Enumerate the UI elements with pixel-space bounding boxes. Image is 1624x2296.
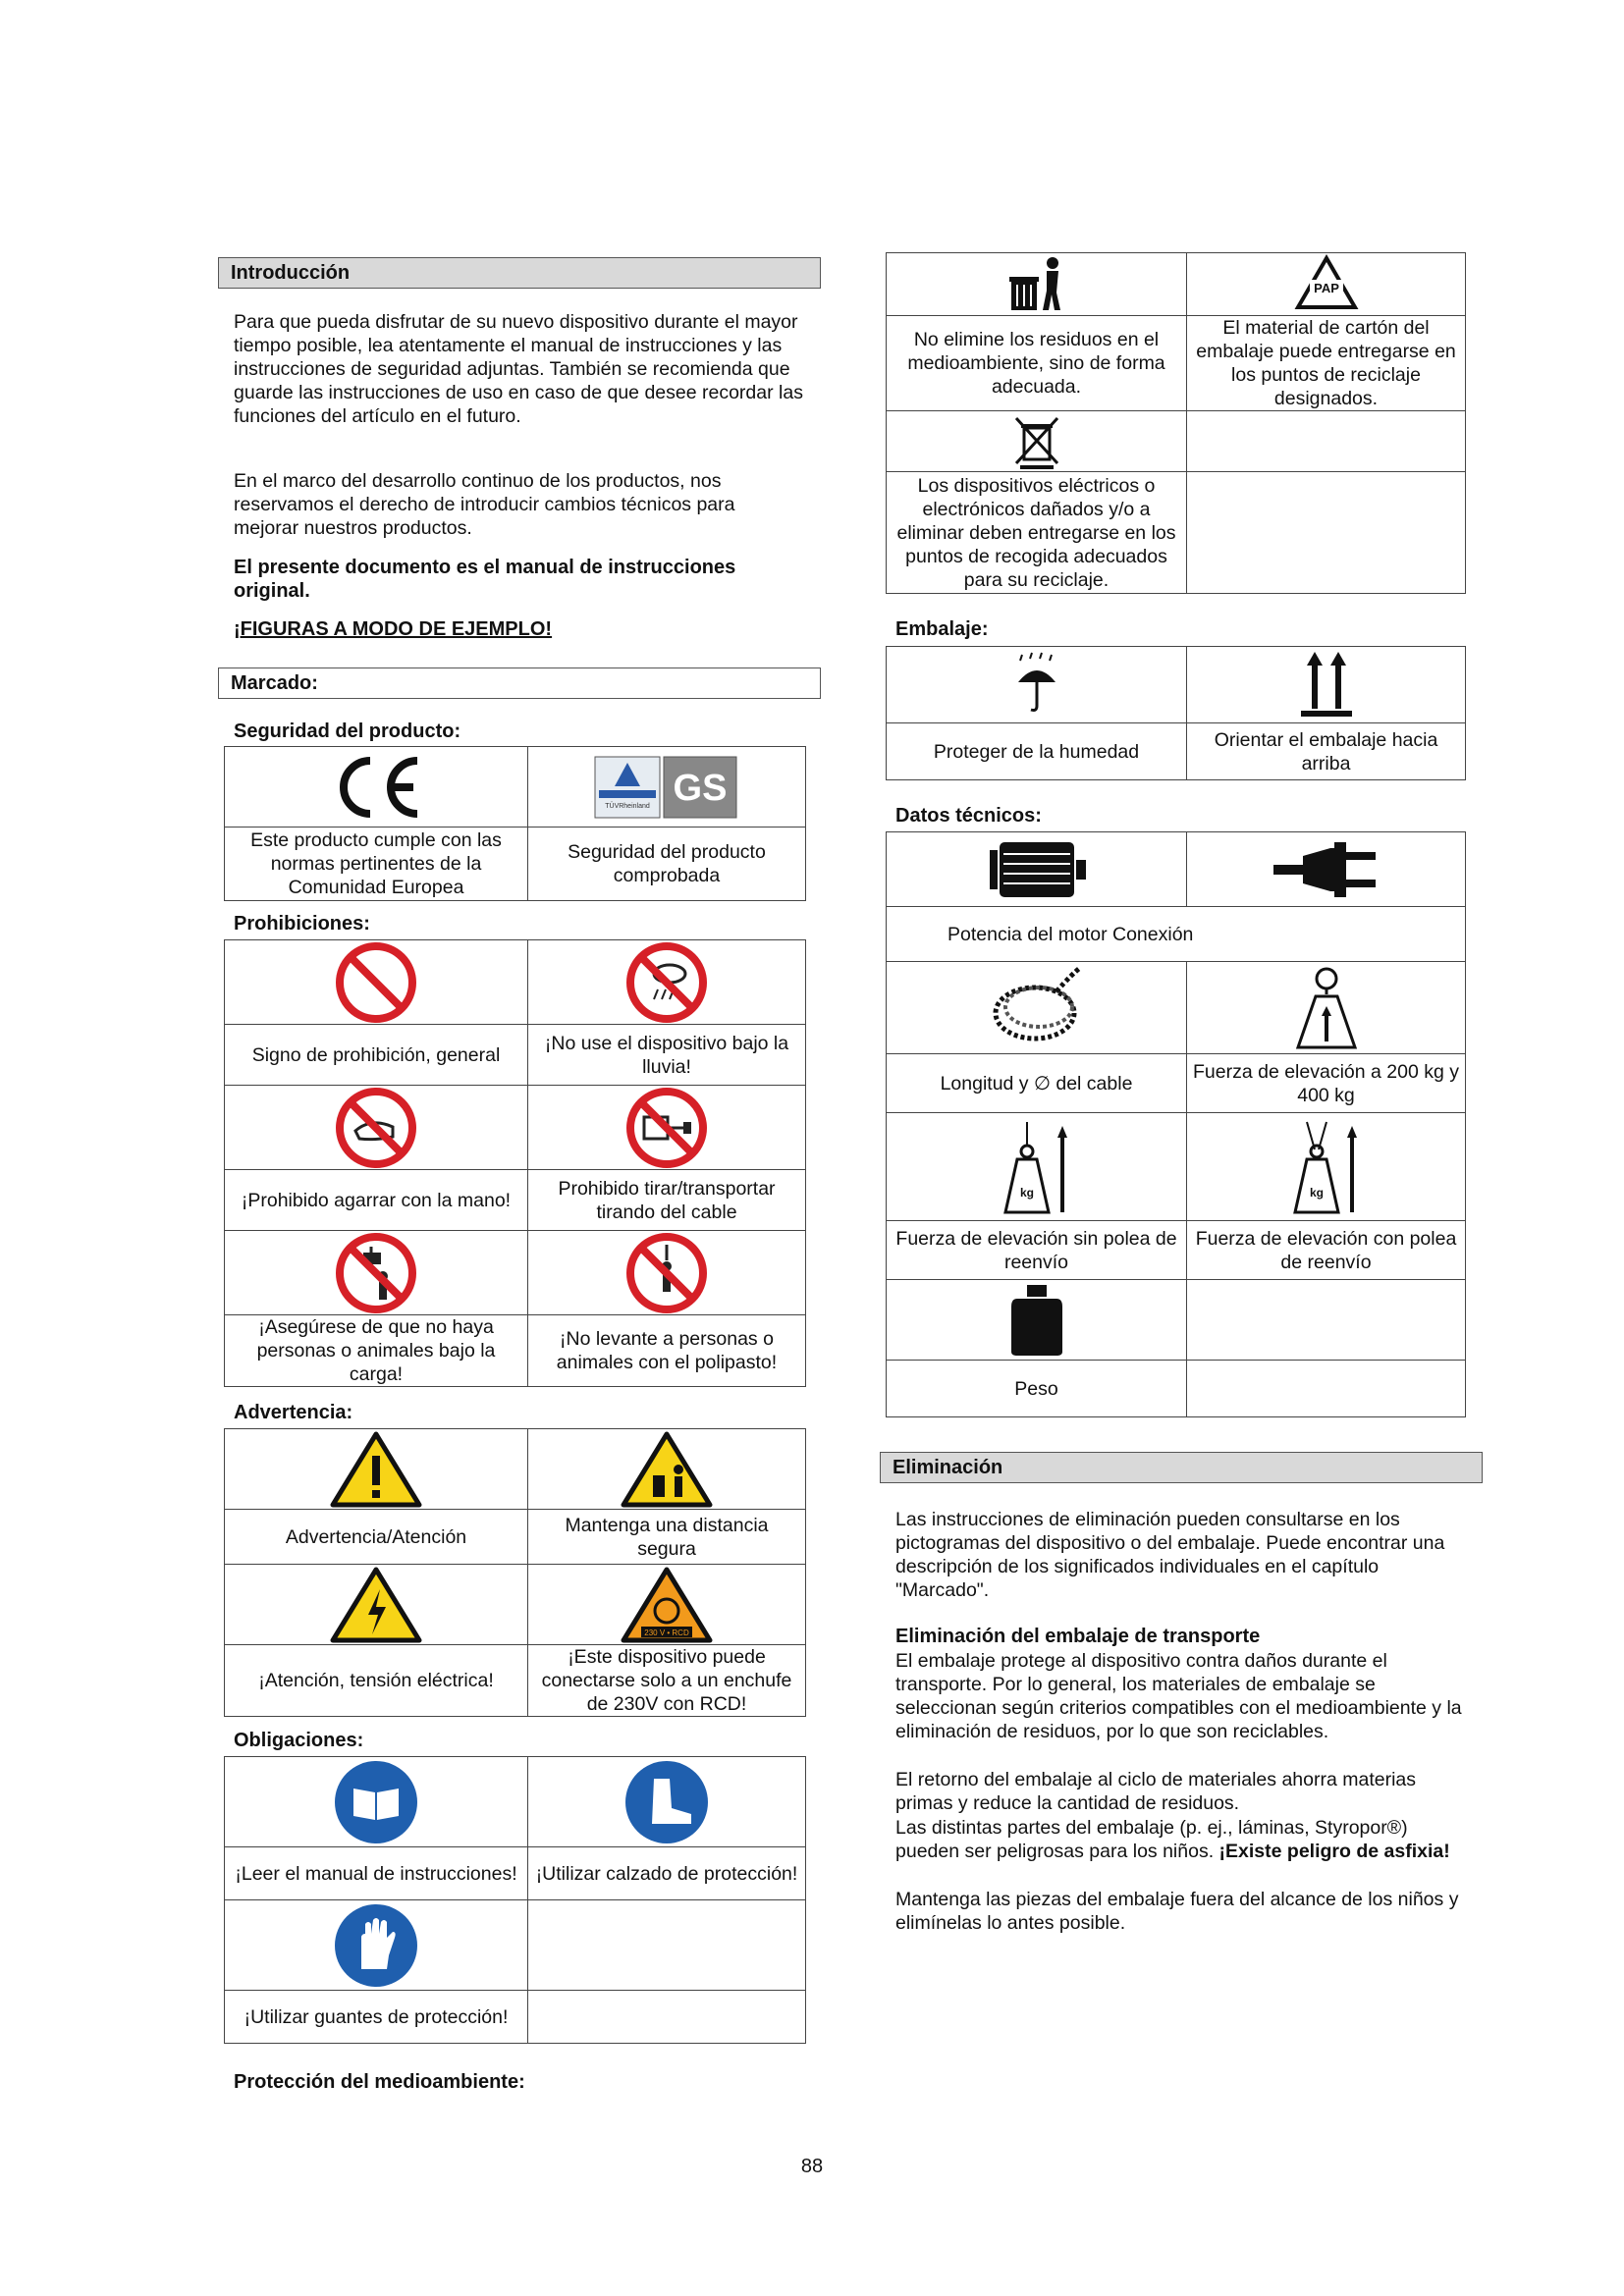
warning-distance-icon bbox=[620, 1430, 714, 1509]
prohibition-label-3: ¡Prohibido agarrar con la mano! bbox=[225, 1170, 528, 1231]
medio-label-3: Los dispositivos eléctricos o electrónicos dañados y/o a eliminar deben entregarse en los puntos de recogida adecuados para su reciclaje. bbox=[887, 472, 1187, 594]
ce-label: Este producto cumple con las normas pertinentes de la Comunidad Europea bbox=[225, 828, 528, 901]
svg-text:GS: GS bbox=[673, 767, 728, 809]
svg-text:230 V • RCD: 230 V • RCD bbox=[644, 1628, 689, 1637]
gs-label: Seguridad del producto comprobada bbox=[528, 828, 806, 901]
no-pull-by-cable-icon bbox=[623, 1088, 711, 1168]
asphyxia-warning: ¡Existe peligro de asfixia! bbox=[1218, 1841, 1450, 1862]
no-littering-icon bbox=[1007, 255, 1066, 314]
embalaje-table bbox=[886, 646, 1466, 780]
medioambiente-table bbox=[886, 252, 1466, 594]
seguridad-table bbox=[224, 746, 806, 901]
obligaciones-title: Obligaciones: bbox=[234, 1730, 364, 1751]
cable-coil-icon bbox=[988, 964, 1086, 1052]
motor-power-icon bbox=[986, 838, 1088, 901]
prohibition-label-6: ¡No levante a personas o animales con el polipasto! bbox=[528, 1315, 806, 1387]
warning-label-1: Advertencia/Atención bbox=[225, 1510, 528, 1565]
no-rain-icon bbox=[623, 942, 711, 1023]
warning-label-2: Mantenga una distancia segura bbox=[528, 1510, 806, 1565]
datos-table bbox=[886, 831, 1466, 1417]
pap-recycling-icon bbox=[1292, 254, 1361, 315]
intro-paragraph-1: Para que pueda disfrutar de su nuevo dispositivo durante el mayor tiempo posible, lea atentamente el manual de instrucciones y las instrucciones de seguridad adjuntas. También se recomienda que guarde las instrucciones de uso en caso de que desee recordar las funciones del artículo en el futuro. bbox=[234, 311, 803, 427]
intro-paragraph-2: En el marco del desarrollo continuo de los productos, nos reservamos el derecho de introducir cambios técnicos para mejorar nuestros productos. bbox=[234, 470, 735, 539]
prohibition-label-2: ¡No use el dispositivo bajo la lluvia! bbox=[528, 1025, 806, 1086]
no-persons-under-load-icon bbox=[332, 1233, 420, 1313]
page-number: 88 bbox=[800, 2156, 824, 2177]
embalaje-label-2: Orientar el embalaje hacia arriba bbox=[1187, 723, 1466, 780]
obligation-label-2: ¡Utilizar calzado de protección! bbox=[528, 1847, 806, 1900]
prohibiciones-title: Prohibiciones: bbox=[234, 913, 370, 934]
intro-paragraph-3: El presente documento es el manual de instrucciones original. bbox=[234, 557, 736, 602]
ce-cell bbox=[225, 747, 528, 828]
seguridad-title: Seguridad del producto: bbox=[234, 721, 461, 742]
medio-label-1: No elimine los residuos en el medioambiente, sino de forma adecuada. bbox=[887, 316, 1187, 411]
svg-text:TÜVRheinland: TÜVRheinland bbox=[605, 802, 650, 810]
electric-voltage-icon bbox=[329, 1566, 423, 1644]
no-lifting-persons-icon bbox=[623, 1233, 711, 1313]
gs-cell bbox=[528, 747, 806, 828]
marcado-heading: Marcado: bbox=[218, 667, 821, 699]
advertencia-title: Advertencia: bbox=[234, 1402, 353, 1423]
prohibition-label-4: Prohibido tirar/transportar tirando del cable bbox=[528, 1170, 806, 1231]
datos-label-2: Fuerza de elevación a 200 kg y 400 kg bbox=[1187, 1054, 1466, 1113]
lifting-without-pulley-icon bbox=[998, 1116, 1076, 1218]
warning-label-3: ¡Atención, tensión eléctrica! bbox=[225, 1645, 528, 1717]
this-way-up-icon bbox=[1297, 650, 1356, 721]
eliminacion-paragraph-3: El retorno del embalaje al ciclo de materiales ahorra materias primas y reduce la cantidad de residuos. bbox=[895, 1769, 1417, 1814]
svg-text:kg: kg bbox=[1309, 1185, 1324, 1200]
prohibition-label-5: ¡Asegúrese de que no haya personas o animales bajo la carga! bbox=[225, 1315, 528, 1387]
embalaje-label-1: Proteger de la humedad bbox=[887, 723, 1187, 780]
prohibition-label-1: Signo de prohibición, general bbox=[225, 1025, 528, 1086]
datos-label-4: Fuerza de elevación con polea de reenvío bbox=[1187, 1221, 1466, 1280]
weee-crossed-bin-icon bbox=[1012, 414, 1061, 469]
intro-paragraph-4: ¡FIGURAS A MODO DE EJEMPLO! bbox=[234, 618, 553, 640]
keep-dry-umbrella-icon bbox=[1004, 651, 1069, 720]
warning-general-icon bbox=[329, 1430, 423, 1509]
eliminacion-heading: Eliminación bbox=[880, 1452, 1483, 1483]
obligaciones-table bbox=[224, 1756, 806, 2044]
rcd-socket-icon bbox=[620, 1566, 714, 1644]
medioambiente-title: Protección del medioambiente: bbox=[234, 2071, 525, 2093]
intro-heading: Introducción bbox=[218, 257, 821, 289]
tuv-gs-icon bbox=[593, 753, 740, 822]
datos-label-3: Fuerza de elevación sin polea de reenvío bbox=[887, 1221, 1187, 1280]
warning-label-4: ¡Este dispositivo puede conectarse solo a un enchufe de 230V con RCD! bbox=[528, 1645, 806, 1717]
weight-icon bbox=[1007, 1283, 1066, 1358]
obligation-label-3: ¡Utilizar guantes de protección! bbox=[225, 1991, 528, 2044]
plug-connection-icon bbox=[1272, 838, 1381, 901]
motor-connection-label: Potencia del motor Conexión bbox=[887, 907, 1466, 962]
eliminacion-paragraph-2: El embalaje protege al dispositivo contra daños durante el transporte. Por lo general, los materiales de embalaje se seleccionan según criterios compatibles con el medioambiente y la eliminación de residuos, por lo que son reciclables. bbox=[895, 1650, 1462, 1742]
lifting-force-icon bbox=[1292, 965, 1361, 1051]
eliminacion-subheading: Eliminación del embalaje de transporte bbox=[895, 1626, 1261, 1647]
svg-text:kg: kg bbox=[1019, 1185, 1034, 1200]
svg-text:PAP: PAP bbox=[1313, 280, 1339, 295]
eliminacion-paragraph-5: Mantenga las piezas del embalaje fuera del alcance de los niños y elimínelas lo antes posible. bbox=[895, 1889, 1459, 1934]
datos-label-5: Peso bbox=[887, 1361, 1187, 1417]
embalaje-title: Embalaje: bbox=[895, 618, 989, 640]
datos-label-1: Longitud y ∅ del cable bbox=[887, 1054, 1187, 1113]
ce-mark-icon bbox=[327, 753, 425, 822]
safety-boots-icon bbox=[623, 1759, 711, 1845]
prohibiciones-table bbox=[224, 939, 806, 1387]
eliminacion-paragraph-4 bbox=[895, 1816, 1465, 1863]
eliminacion-paragraph-1: Las instrucciones de eliminación pueden consultarse en los pictogramas del dispositivo o del embalaje. Puede encontrar una descripción de los significados individuales en el capítulo "Marcado". bbox=[895, 1509, 1445, 1601]
protective-gloves-icon bbox=[332, 1902, 420, 1989]
prohibition-general-icon bbox=[332, 942, 420, 1023]
obligation-label-1: ¡Leer el manual de instrucciones! bbox=[225, 1847, 528, 1900]
no-hand-grip-icon bbox=[332, 1088, 420, 1168]
medio-label-2: El material de cartón del embalaje puede entregarse en los puntos de reciclaje designados. bbox=[1187, 316, 1466, 411]
read-manual-icon bbox=[332, 1759, 420, 1845]
advertencia-table bbox=[224, 1428, 806, 1717]
lifting-with-pulley-icon bbox=[1287, 1116, 1366, 1218]
eliminacion-p4-text: Las distintas partes del embalaje (p. ej., láminas, Styropor®) pueden ser peligrosas para los niños. bbox=[895, 1817, 1408, 1862]
datos-title: Datos técnicos: bbox=[895, 805, 1042, 827]
